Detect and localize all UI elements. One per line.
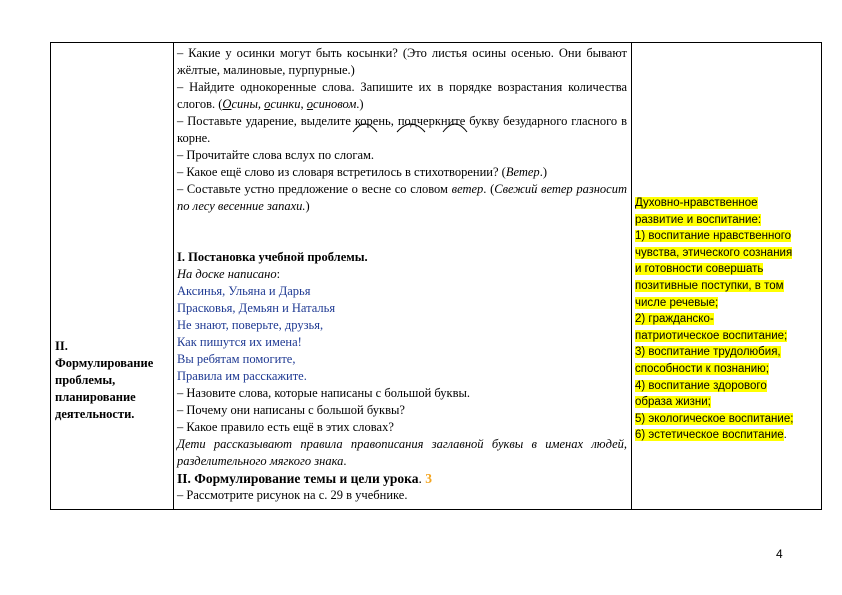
education-text: 6) эстетическое воспитание <box>635 429 784 442</box>
education-text: образа жизни; <box>635 396 711 409</box>
word-rest: сины, <box>231 97 265 111</box>
education-cell <box>635 195 821 444</box>
slide-number: 3 <box>425 471 432 486</box>
education-text: чувства, этического сознания <box>635 246 793 259</box>
poem-line: Прасковья, Демьян и Наталья <box>177 301 336 315</box>
task-text: – Найдите однокоренные слова. Запишите их в порядке возрастания количества слогов. ( <box>177 80 627 111</box>
stage-title-line: Формулирование <box>55 356 154 370</box>
section-heading: I. Постановка учебной проблемы. <box>177 250 368 264</box>
education-line <box>635 311 821 328</box>
education-line <box>635 427 821 444</box>
lesson-table <box>50 42 822 510</box>
education-line <box>635 245 821 262</box>
stage-title-line: деятельности. <box>55 407 135 421</box>
example-sentence: Свежий ветер разносит по лесу весенние запахи. <box>177 182 627 213</box>
poem-line: Не знают, поверьте, друзья, <box>177 318 324 332</box>
education-line <box>635 295 821 312</box>
question-text: – Какое ещё слово из словаря встретилось в стихотворении? ( <box>177 165 506 179</box>
question-paragraph <box>177 164 627 181</box>
punctuation: . ( <box>483 182 495 196</box>
board-label <box>177 266 627 283</box>
question-paragraph: – Назовите слова, которые написаны с большой буквы. <box>177 386 471 400</box>
stage-title-line: проблемы, <box>55 373 116 387</box>
education-text: 4) воспитание здорового <box>635 379 767 392</box>
education-line <box>635 261 821 278</box>
poem-line: Как пишутся их имена! <box>177 335 302 349</box>
column-divider <box>173 43 174 509</box>
education-line <box>635 212 821 229</box>
education-text: позитивные поступки, в том <box>635 279 784 292</box>
punctuation: . <box>783 429 787 442</box>
task-paragraph: – Рассмотрите рисунок на с. 29 в учебнике. <box>177 488 408 502</box>
education-text: числе речевые; <box>635 296 719 309</box>
question-paragraph: – Какое правило есть ещё в этих словах? <box>177 420 394 434</box>
punctuation: .) <box>356 97 364 111</box>
punctuation: : <box>276 267 281 281</box>
word-osiny <box>222 97 264 111</box>
education-text: Духовно-нравственное <box>635 197 758 209</box>
task-paragraph <box>177 79 627 113</box>
stage-title-line: планирование <box>55 390 136 404</box>
education-line <box>635 344 821 361</box>
punctuation: . <box>343 454 347 468</box>
education-line <box>635 228 821 245</box>
task-paragraph <box>177 181 627 215</box>
column-divider <box>631 43 632 509</box>
education-line <box>635 328 821 345</box>
stage-cell <box>55 338 173 423</box>
education-text: способности к познанию; <box>635 362 769 375</box>
education-line <box>635 411 821 428</box>
education-text: и готовности совершать <box>635 263 764 276</box>
poem-line: Вы ребятам помогите, <box>177 352 296 366</box>
spacer <box>177 215 627 249</box>
education-text: 5) экологическое воспитание; <box>635 412 794 425</box>
syllable-arcs <box>351 114 471 136</box>
education-text: 2) гражданско- <box>635 313 714 326</box>
letter-o: О <box>222 97 232 111</box>
education-text: 1) воспитание нравственного <box>635 230 792 243</box>
education-line <box>635 278 821 295</box>
question-paragraph: – Почему они написаны с большой буквы? <box>177 403 405 417</box>
word-osinovom <box>307 97 357 111</box>
page-number: 4 <box>776 547 783 561</box>
board-label-text: На доске написано <box>177 267 277 281</box>
punctuation: ) <box>305 199 310 213</box>
task-text: – Составьте устно предложение о весне со словом <box>177 182 452 196</box>
education-line <box>635 378 821 395</box>
section-heading-text: II. Формулирование темы и цели урока <box>177 471 419 486</box>
education-text: развитие и воспитание: <box>635 213 762 226</box>
stage-title-line: II. <box>55 339 68 353</box>
answer-paragraph <box>177 436 627 470</box>
poem-line: Правила им расскажите. <box>177 369 307 383</box>
letter-o: о <box>306 97 314 111</box>
keyword: ветер <box>451 182 484 196</box>
answer-text: Дети рассказывают правила правописания заглавной буквы в именах людей, разделительного мягкого знака <box>177 437 627 468</box>
task-paragraph: – Поставьте ударение, выделите корень, подчеркните букву безударного гласного в корне. <box>177 114 627 145</box>
poem-line: Аксинья, Ульяна и Дарья <box>177 284 311 298</box>
education-text: 3) воспитание трудолюбия, <box>635 346 781 359</box>
word-rest: синки, <box>270 97 307 111</box>
section-heading <box>177 470 627 487</box>
answer-word: Ветер <box>505 165 540 179</box>
education-line <box>635 361 821 378</box>
education-text: патриотическое воспитание; <box>635 329 788 342</box>
letter-o: о <box>264 97 271 111</box>
education-line <box>635 195 821 212</box>
task-paragraph: – Прочитайте слова вслух по слогам. <box>177 148 375 162</box>
question-paragraph: – Какие у осинки могут быть косынки? (Это листья осины осенью. Они бывают жёлтые, малиновые, пурпурные.) <box>177 46 627 77</box>
word-rest: синовом <box>313 97 357 111</box>
education-line <box>635 394 821 411</box>
punctuation: . <box>418 471 426 486</box>
word-osinki <box>264 97 307 111</box>
punctuation: .) <box>539 165 547 179</box>
